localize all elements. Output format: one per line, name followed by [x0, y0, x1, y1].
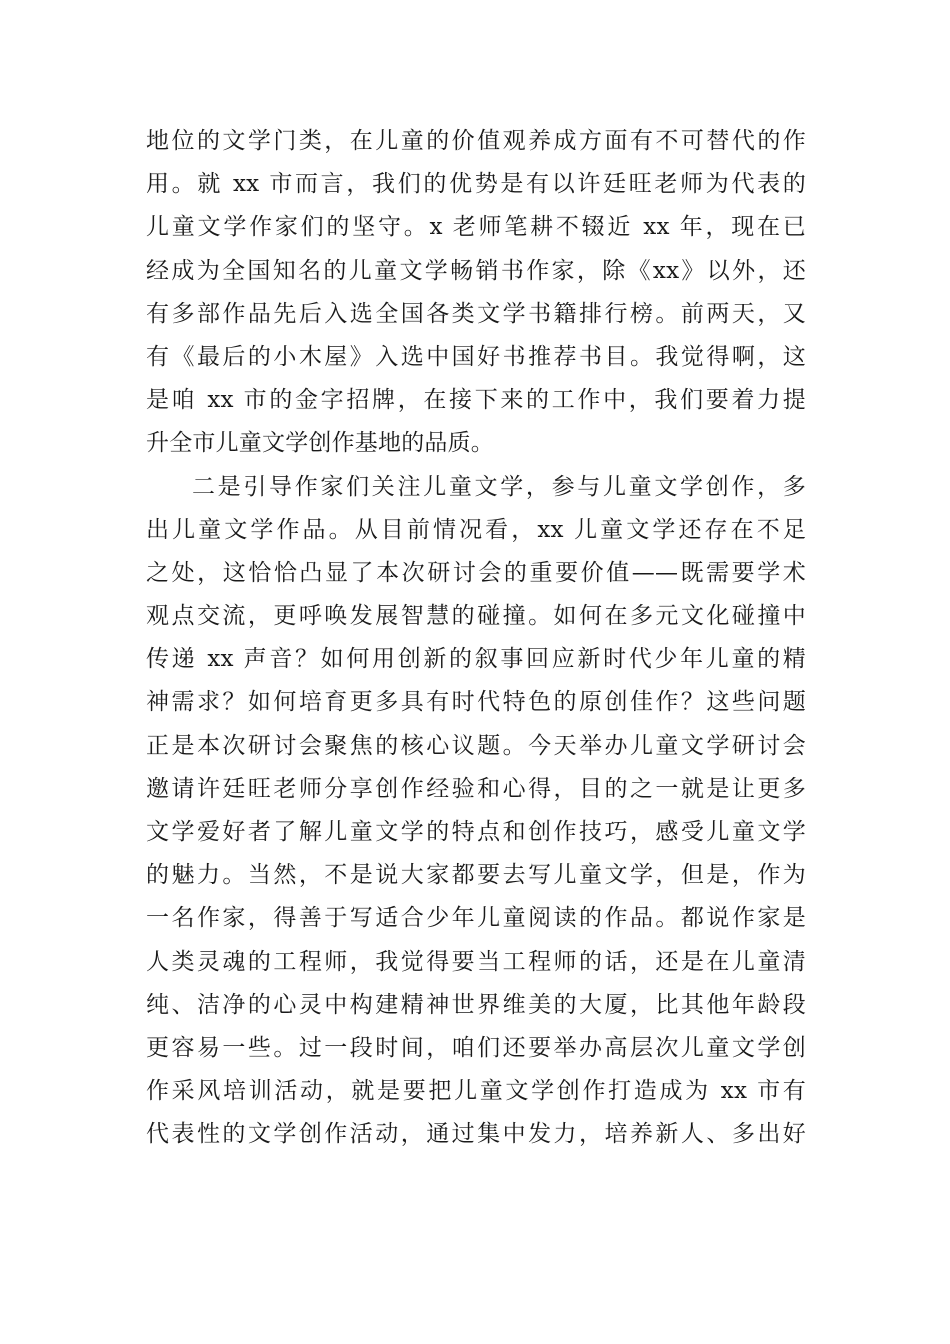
text-line: 代表性的文学创作活动，通过集中发力，培养新人、多出好 — [146, 1121, 806, 1148]
paragraph-2 — [146, 466, 806, 1157]
text-line: 二是引导作家们关注儿童文学，参与儿童文学创作，多 — [192, 473, 806, 500]
text-line: 儿童文学作家们的坚守。x 老师笔耕不辍近 xx 年，现在已 — [146, 214, 806, 241]
text-line: 地位的文学门类，在儿童的价值观养成方面有不可替代的作 — [146, 128, 806, 154]
text-line: 升全市儿童文学创作基地的品质。 — [146, 430, 494, 457]
text-line: 正是本次研讨会聚焦的核心议题。今天举办儿童文学研讨会 — [146, 732, 806, 759]
text-line: 人类灵魂的工程师，我觉得要当工程师的话，还是在儿童清 — [146, 948, 806, 975]
text-line: 作采风培训活动，就是要把儿童文学创作打造成为 xx 市有 — [146, 1078, 806, 1105]
paragraph-1 — [146, 120, 806, 466]
text-line: 用。就 xx 市而言，我们的优势是有以许廷旺老师为代表的 — [146, 171, 806, 198]
text-line: 邀请许廷旺老师分享创作经验和心得，目的之一就是让更多 — [146, 775, 806, 802]
text-line: 之处，这恰恰凸显了本次研讨会的重要价值——既需要学术 — [146, 559, 806, 586]
text-line: 一名作家，得善于写适合少年儿童阅读的作品。都说作家是 — [146, 905, 806, 932]
text-line: 文学爱好者了解儿童文学的特点和创作技巧，感受儿童文学 — [146, 819, 806, 845]
text-line: 的魅力。当然，不是说大家都要去写儿童文学，但是，作为 — [146, 862, 806, 889]
text-line: 更容易一些。过一段时间，咱们还要举办高层次儿童文学创 — [146, 1034, 806, 1061]
text-line: 有多部作品先后入选全国各类文学书籍排行榜。前两天，又 — [146, 300, 806, 327]
text-line: 是咱 xx 市的金字招牌，在接下来的工作中，我们要着力提 — [146, 387, 806, 414]
text-line: 出儿童文学作品。从目前情况看，xx 儿童文学还存在不足 — [146, 516, 806, 543]
text-line: 神需求？如何培育更多具有时代特色的原创佳作？这些问题 — [146, 689, 806, 716]
text-line: 传递 xx 声音？如何用创新的叙事回应新时代少年儿童的精 — [146, 646, 806, 673]
text-line: 经成为全国知名的儿童文学畅销书作家，除《xx》以外，还 — [146, 257, 806, 284]
text-line: 观点交流，更呼唤发展智慧的碰撞。如何在多元文化碰撞中 — [146, 603, 806, 630]
body-text — [146, 120, 806, 1157]
text-line: 纯、洁净的心灵中构建精神世界维美的大厦，比其他年龄段 — [146, 991, 806, 1018]
text-line: 有《最后的小木屋》入选中国好书推荐书目。我觉得啊，这 — [146, 343, 806, 370]
